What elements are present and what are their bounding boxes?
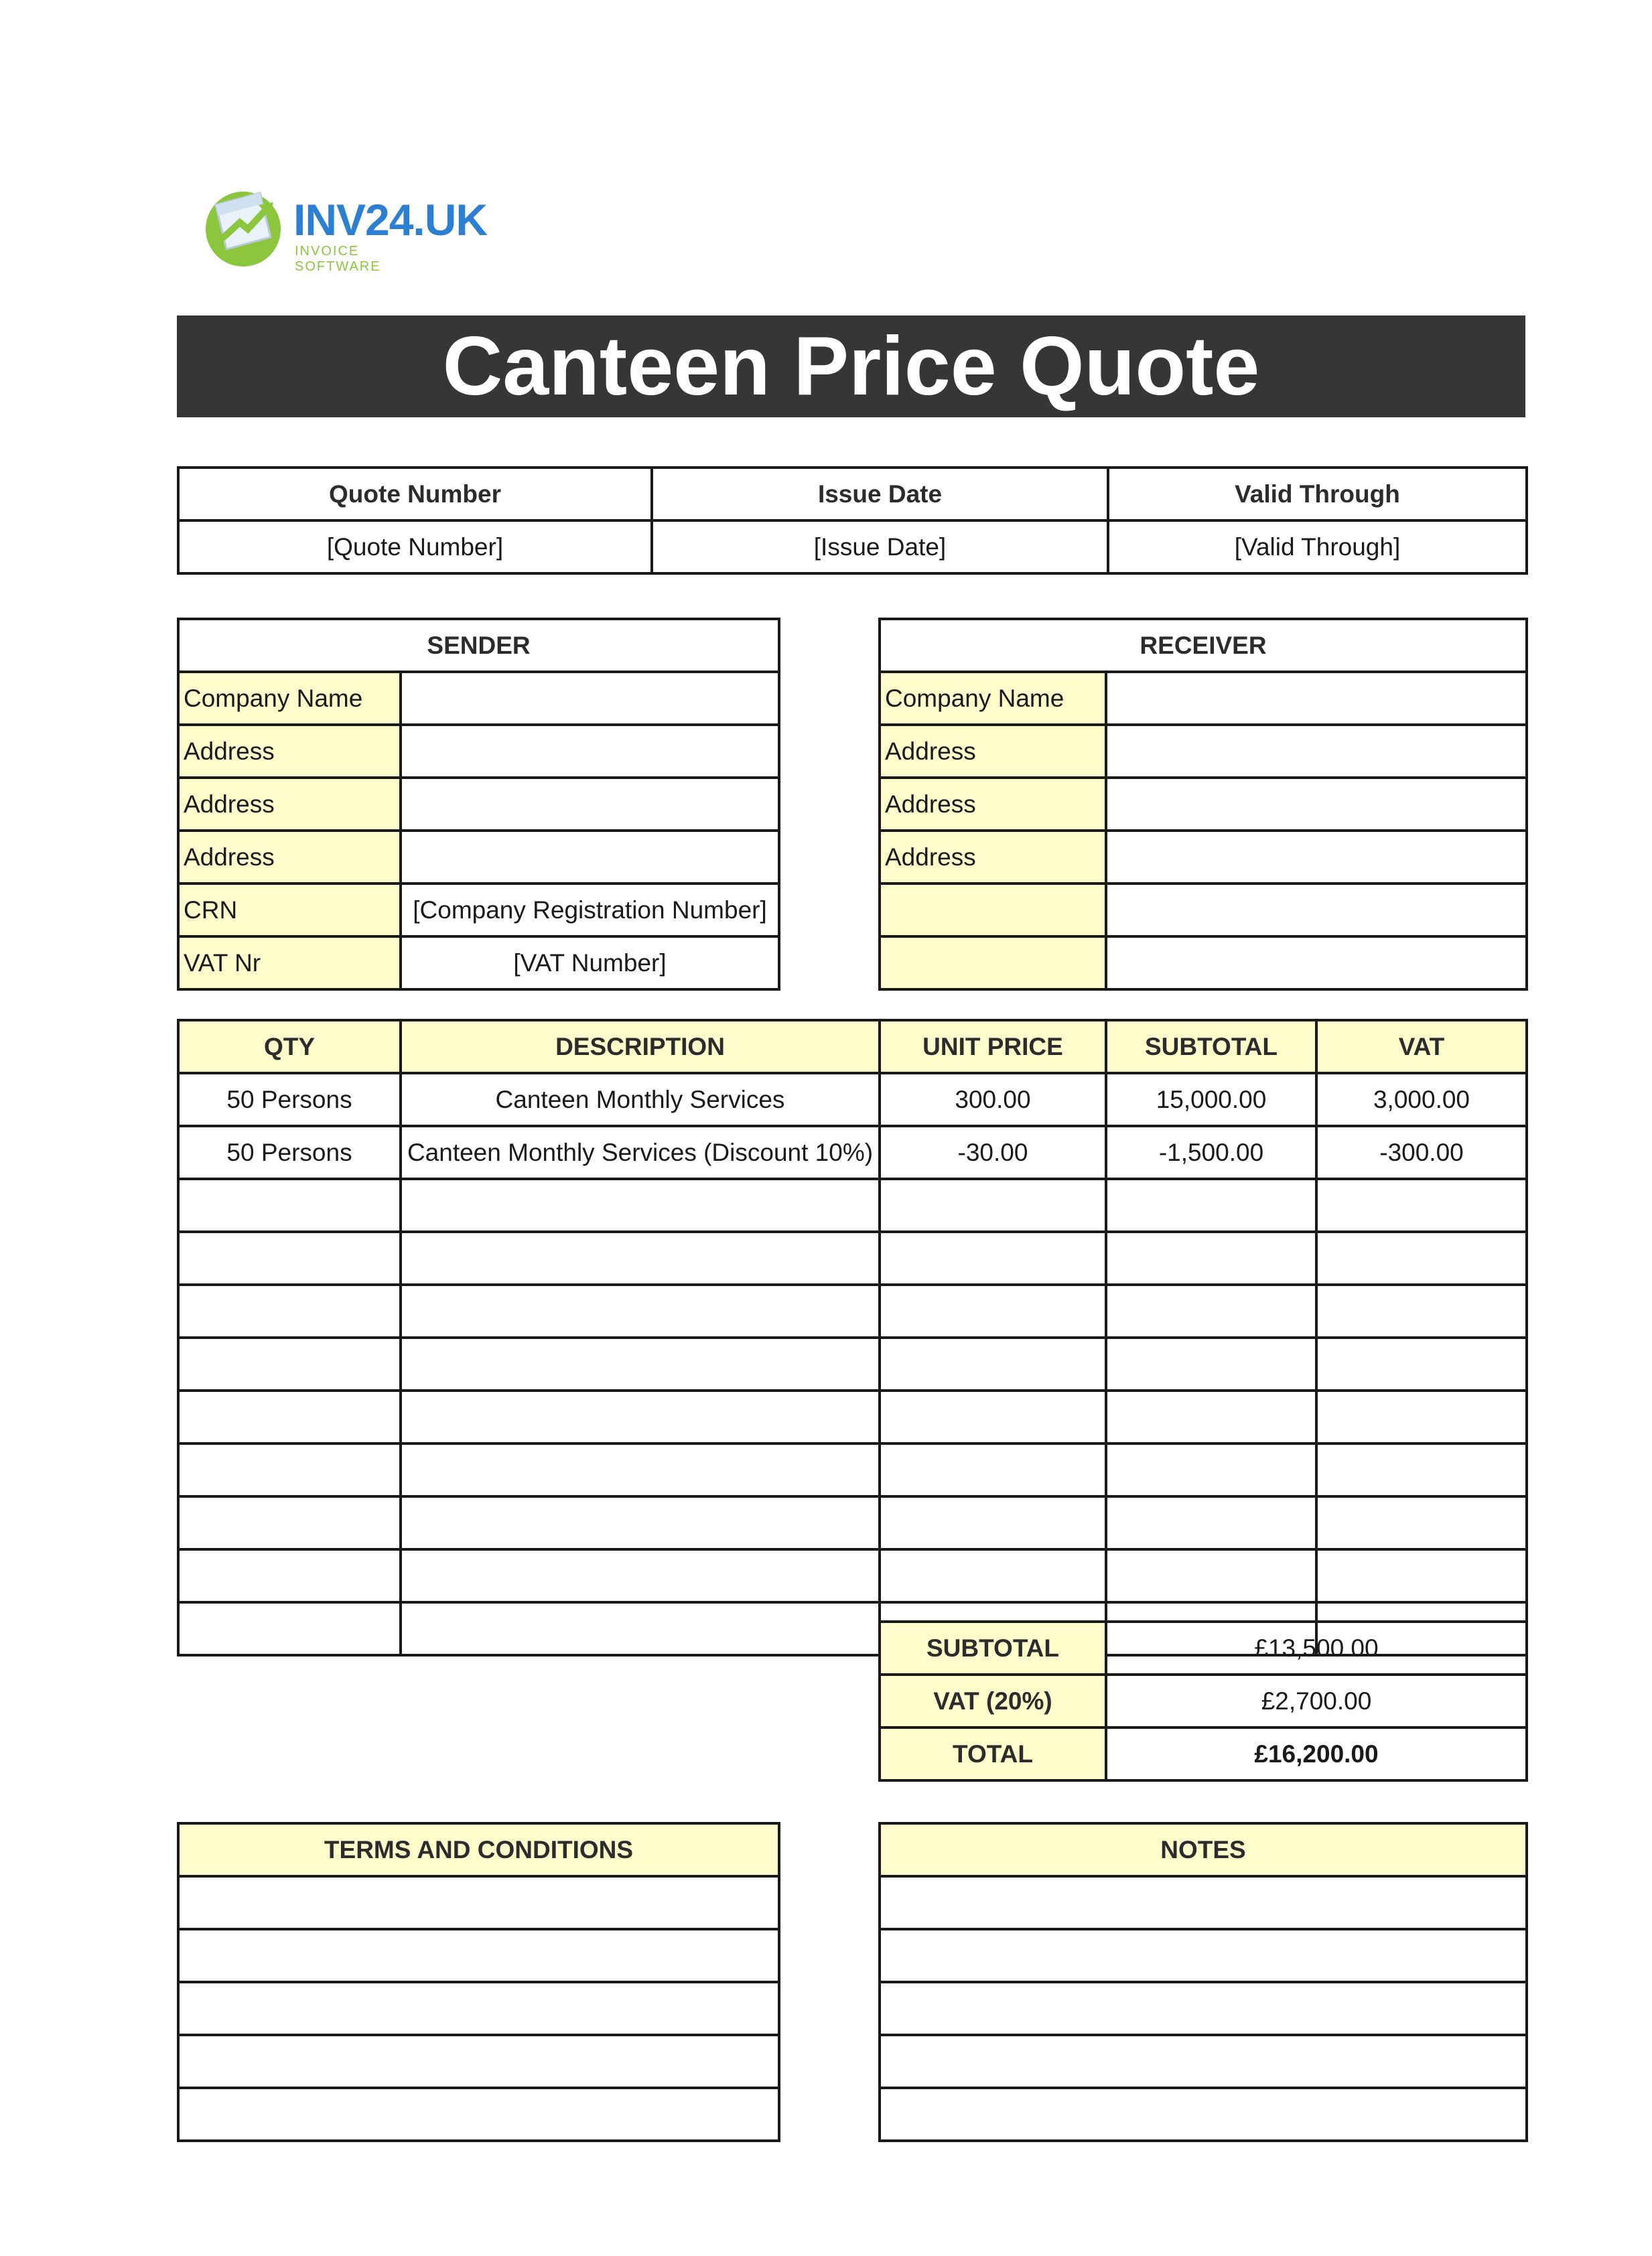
description-cell[interactable]: [401, 1602, 880, 1655]
table-row: [178, 1391, 1527, 1443]
notes-line[interactable]: [880, 2088, 1527, 2141]
notes-line[interactable]: [880, 1982, 1527, 2035]
table-row: [178, 1549, 1527, 1602]
sender-label: Address: [178, 778, 401, 831]
table-row: [178, 1179, 1527, 1232]
receiver-extra-field[interactable]: [1106, 936, 1527, 989]
subtotal-cell[interactable]: [1106, 1232, 1316, 1285]
subtotal-cell[interactable]: [1106, 1338, 1316, 1391]
terms-line[interactable]: [178, 2035, 779, 2088]
subtotal-cell[interactable]: [1106, 1179, 1316, 1232]
terms-line[interactable]: [178, 2088, 779, 2141]
receiver-table: [878, 618, 1528, 991]
sender-address-field[interactable]: [401, 725, 779, 778]
unit-price-cell[interactable]: [880, 1391, 1106, 1443]
description-cell[interactable]: [401, 1179, 880, 1232]
vat-label: VAT (20%): [880, 1675, 1106, 1728]
subtotal-cell[interactable]: 15,000.00: [1106, 1073, 1316, 1126]
qty-cell[interactable]: [178, 1496, 401, 1549]
terms-line[interactable]: [178, 1876, 779, 1929]
vat-cell[interactable]: 3,000.00: [1316, 1073, 1527, 1126]
vat-cell[interactable]: [1316, 1496, 1527, 1549]
table-row: [178, 1126, 1527, 1179]
unit-price-cell[interactable]: [880, 1443, 1106, 1496]
subtotal-cell[interactable]: [1106, 1391, 1316, 1443]
sender-heading: SENDER: [178, 619, 779, 672]
total-label: TOTAL: [880, 1728, 1106, 1780]
sender-company-name-field[interactable]: [401, 672, 779, 725]
sender-label: VAT Nr: [178, 936, 401, 989]
notes-heading: NOTES: [880, 1823, 1527, 1876]
terms-table: [177, 1822, 780, 2142]
subtotal-value: £13,500.00: [1106, 1622, 1527, 1675]
notes-line[interactable]: [880, 1929, 1527, 1982]
table-row: [178, 1285, 1527, 1338]
sender-label: Company Name: [178, 672, 401, 725]
terms-line[interactable]: [178, 1982, 779, 2035]
totals-table: [878, 1620, 1528, 1782]
unit-price-header: UNIT PRICE: [880, 1020, 1106, 1073]
line-items-table: [177, 1019, 1528, 1656]
table-row: [178, 1338, 1527, 1391]
qty-cell[interactable]: [178, 1338, 401, 1391]
qty-cell[interactable]: 50 Persons: [178, 1073, 401, 1126]
unit-price-cell[interactable]: -30.00: [880, 1126, 1106, 1179]
sender-vat-field[interactable]: [VAT Number]: [401, 936, 779, 989]
unit-price-cell[interactable]: [880, 1285, 1106, 1338]
receiver-label: Address: [880, 831, 1106, 884]
terms-heading: TERMS AND CONDITIONS: [178, 1823, 779, 1876]
qty-cell[interactable]: [178, 1232, 401, 1285]
sender-address-field[interactable]: [401, 831, 779, 884]
description-cell[interactable]: [401, 1496, 880, 1549]
terms-line[interactable]: [178, 1929, 779, 1982]
receiver-label: Company Name: [880, 672, 1106, 725]
sender-table: [177, 618, 780, 991]
subtotal-cell[interactable]: -1,500.00: [1106, 1126, 1316, 1179]
issue-date-field[interactable]: [Issue Date]: [652, 520, 1108, 573]
logo-name: INV24.UK: [293, 195, 488, 244]
subtotal-cell[interactable]: [1106, 1496, 1316, 1549]
table-row: [178, 1443, 1527, 1496]
sender-address-field[interactable]: [401, 778, 779, 831]
quote-number-field[interactable]: [Quote Number]: [178, 520, 652, 573]
sender-label: Address: [178, 831, 401, 884]
qty-cell[interactable]: 50 Persons: [178, 1126, 401, 1179]
description-cell[interactable]: Canteen Monthly Services (Discount 10%): [401, 1126, 880, 1179]
unit-price-cell[interactable]: [880, 1179, 1106, 1232]
qty-header: QTY: [178, 1020, 401, 1073]
receiver-address-field[interactable]: [1106, 831, 1527, 884]
unit-price-cell[interactable]: 300.00: [880, 1073, 1106, 1126]
receiver-extra-field[interactable]: [1106, 884, 1527, 936]
sender-label: Address: [178, 725, 401, 778]
qty-cell[interactable]: [178, 1443, 401, 1496]
receiver-label: Address: [880, 725, 1106, 778]
valid-through-field[interactable]: [Valid Through]: [1108, 520, 1527, 573]
vat-cell[interactable]: -300.00: [1316, 1126, 1527, 1179]
description-cell[interactable]: Canteen Monthly Services: [401, 1073, 880, 1126]
description-cell[interactable]: [401, 1443, 880, 1496]
notes-line[interactable]: [880, 2035, 1527, 2088]
description-cell[interactable]: [401, 1285, 880, 1338]
vat-cell[interactable]: [1316, 1338, 1527, 1391]
table-row: [178, 1232, 1527, 1285]
receiver-address-field[interactable]: [1106, 778, 1527, 831]
vat-cell[interactable]: [1316, 1391, 1527, 1443]
vat-cell[interactable]: [1316, 1179, 1527, 1232]
receiver-address-field[interactable]: [1106, 725, 1527, 778]
sender-label: CRN: [178, 884, 401, 936]
vat-cell[interactable]: [1316, 1285, 1527, 1338]
subtotal-cell[interactable]: [1106, 1549, 1316, 1602]
unit-price-cell[interactable]: [880, 1496, 1106, 1549]
issue-date-header: Issue Date: [652, 468, 1108, 520]
qty-cell[interactable]: [178, 1602, 401, 1655]
receiver-label: [880, 884, 1106, 936]
vat-header: VAT: [1316, 1020, 1527, 1073]
receiver-label: Address: [880, 778, 1106, 831]
subtotal-header: SUBTOTAL: [1106, 1020, 1316, 1073]
vat-cell[interactable]: [1316, 1549, 1527, 1602]
qty-cell[interactable]: [178, 1391, 401, 1443]
total-value: £16,200.00: [1106, 1728, 1527, 1780]
receiver-company-name-field[interactable]: [1106, 672, 1527, 725]
document-arrow-icon: [201, 185, 285, 269]
description-cell[interactable]: [401, 1391, 880, 1443]
unit-price-cell[interactable]: [880, 1549, 1106, 1602]
vat-cell[interactable]: [1316, 1232, 1527, 1285]
receiver-label: [880, 936, 1106, 989]
quote-number-header: Quote Number: [178, 468, 652, 520]
quote-info-table: [177, 466, 1528, 575]
qty-cell[interactable]: [178, 1549, 401, 1602]
notes-line[interactable]: [880, 1876, 1527, 1929]
description-cell[interactable]: [401, 1232, 880, 1285]
table-row: [178, 1073, 1527, 1126]
vat-value: £2,700.00: [1106, 1675, 1527, 1728]
logo-tagline: INVOICE SOFTWARE: [295, 244, 381, 274]
line-items-body: [178, 1073, 1527, 1655]
company-logo: [201, 185, 488, 274]
receiver-heading: RECEIVER: [880, 619, 1527, 672]
unit-price-cell[interactable]: [880, 1232, 1106, 1285]
qty-cell[interactable]: [178, 1179, 401, 1232]
sender-crn-field[interactable]: [Company Registration Number]: [401, 884, 779, 936]
subtotal-cell[interactable]: [1106, 1285, 1316, 1338]
subtotal-cell[interactable]: [1106, 1443, 1316, 1496]
description-cell[interactable]: [401, 1338, 880, 1391]
table-row: [178, 1496, 1527, 1549]
notes-table: [878, 1822, 1528, 2142]
unit-price-cell[interactable]: [880, 1338, 1106, 1391]
qty-cell[interactable]: [178, 1285, 401, 1338]
vat-cell[interactable]: [1316, 1443, 1527, 1496]
description-header: DESCRIPTION: [401, 1020, 880, 1073]
valid-through-header: Valid Through: [1108, 468, 1527, 520]
page-title: Canteen Price Quote: [177, 315, 1525, 417]
description-cell[interactable]: [401, 1549, 880, 1602]
subtotal-label: SUBTOTAL: [880, 1622, 1106, 1675]
